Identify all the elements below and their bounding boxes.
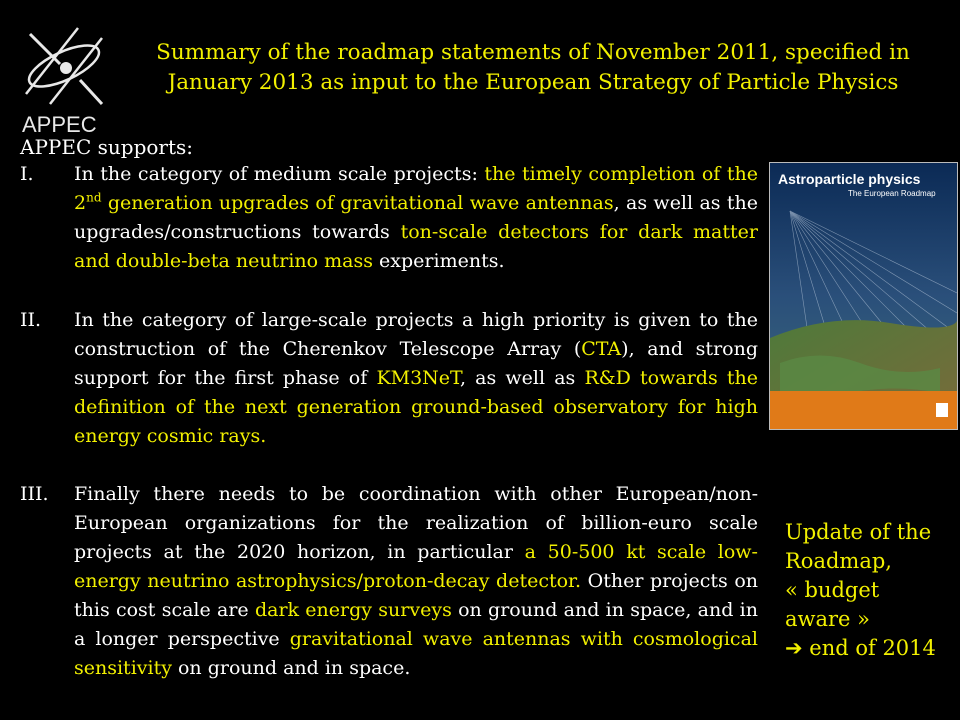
body-text: In the category of large-scale projects a high priority is given to the construction of the Cherenkov Telescope Array ( xyxy=(74,309,758,360)
highlighted-text: a 50-500 kt scale low-energy neutrino astrophysics/proton-decay detector. xyxy=(74,541,758,592)
update-line-4: aware » xyxy=(785,607,871,631)
update-note xyxy=(785,518,955,663)
highlighted-text: nd xyxy=(86,190,102,205)
update-deadline: end of 2014 xyxy=(802,636,936,660)
highlighted-text: generation upgrades of gravitational wave antennas xyxy=(101,192,614,214)
item-number: I. xyxy=(20,163,34,185)
update-line-5 xyxy=(785,634,955,663)
highlighted-text: the timely completion of the 2 xyxy=(74,163,758,214)
body-text: , as well as the upgrades/constructions towards xyxy=(74,192,758,243)
intro-text: APPEC supports: xyxy=(20,135,194,159)
highlighted-text: ton-scale detectors for dark matter and double-beta neutrino mass xyxy=(74,221,758,272)
body-text: experiments. xyxy=(373,250,505,272)
cover-title: Astroparticle physics xyxy=(778,171,921,187)
body-text: Other projects on this cost scale are xyxy=(74,570,759,621)
highlighted-text: CTA xyxy=(581,338,622,360)
body-text: In the category of medium scale projects: xyxy=(74,163,485,185)
update-line-3: « budget xyxy=(785,578,880,602)
body-text: , as well as xyxy=(459,367,585,389)
highlighted-text: gravitational wave antennas with cosmological sensitivity xyxy=(74,628,758,679)
body-text: on ground and in space, and in a longer perspective xyxy=(74,599,758,650)
item-text xyxy=(74,306,758,451)
logo-text: APPEC xyxy=(22,112,97,137)
roadmap-cover xyxy=(769,162,958,430)
cover-subtitle: The European Roadmap xyxy=(848,189,936,198)
update-line-2: Roadmap, xyxy=(785,549,892,573)
appec-logo-icon xyxy=(20,24,116,114)
item-text xyxy=(74,480,758,683)
item-number: III. xyxy=(20,483,49,505)
body-text: on ground and in space. xyxy=(171,657,411,679)
arrow-icon: ➔ xyxy=(785,636,803,660)
item-text xyxy=(74,160,758,276)
roadmap-cover-image xyxy=(770,163,957,429)
slide-title: Summary of the roadmap statements of November 2011, specified in January 2013 as input to the European Strategy of Particle Physics xyxy=(156,40,910,95)
highlighted-text: dark energy surveys xyxy=(254,599,452,621)
highlighted-text: R&D towards the definition of the next generation ground-based observatory for high energy cosmic rays. xyxy=(74,367,758,447)
body-text: ), and strong support for the first phase of xyxy=(74,338,758,389)
body-text: Finally there needs to be coordination with other European/non-European organizations for the realization of billion-euro scale projects at the 2020 horizon, in particular xyxy=(74,483,758,563)
update-line-1: Update of the xyxy=(785,520,932,544)
appec-logo xyxy=(20,24,116,136)
highlighted-text: KM3NeT xyxy=(376,367,460,389)
item-number: II. xyxy=(20,309,42,331)
